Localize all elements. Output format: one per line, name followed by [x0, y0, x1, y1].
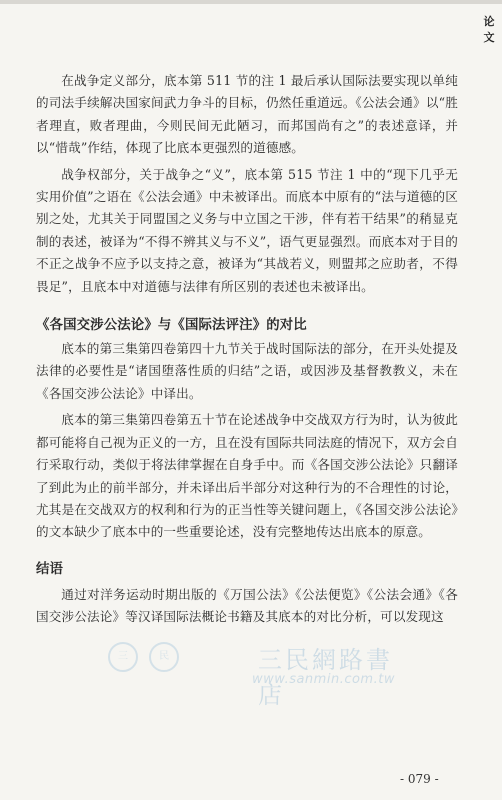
- paragraph: 底本的第三集第四卷第四十九节关于战时国际法的部分，在开头处提及法律的必要性是“诸国堕落性质的归结”之语，或因涉及基督教教义，未在《各国交涉公法论》中译出。: [36, 341, 458, 401]
- section-tab-char-1: 论: [483, 15, 495, 28]
- watermark-url: www.sanmin.com.tw: [252, 672, 395, 687]
- paragraph: 通过对洋务运动时期出版的《万国公法》《公法便览》《公法会通》《各国交涉公法论》等汉译国际法概论书籍及其底本的对比分析，可以发现这: [36, 586, 458, 625]
- section-tab: [482, 14, 496, 46]
- section-heading: 结语: [36, 561, 64, 577]
- article-body: [36, 70, 458, 629]
- section-heading: 《各国交涉公法论》与《国际法评注》的对比: [36, 318, 307, 334]
- header-bar: [0, 0, 502, 4]
- watermark-title: 三民網路書店: [258, 646, 393, 709]
- watermark-logo: [108, 640, 408, 709]
- watermark-circle: 三: [108, 642, 138, 672]
- section-tab-char-2: 文: [483, 31, 495, 44]
- page-number: - 079 -: [400, 772, 439, 786]
- paragraph: 底本的第三集第四卷第五十节在论述战争中交战双方行为时，认为彼此都可能将自己视为正义的一方，且在没有国际共同法庭的情况下，双方会自行采取行动，类似于将法律掌握在自身手中。而《各国交涉公法论》只翻译了到此为止的前半部分，并未译出后半部分对这种行为的不合理性的讨论，尤其是在交战双方的权利和行为的正当性等关键问题上，《各国交涉公法论》的文本缺少了底本中的一些重要论述，没有完整地传达出底本的原意。: [36, 412, 458, 540]
- paragraph: 在战争定义部分，底本第 511 节的注 1 最后承认国际法要实现以单纯的司法手续解决国家间武力争斗的目标，仍然任重道远。《公法会通》以“胜者理直，败者理曲，今则民间无此陋习，而邦国尚有之”的表述意译，并以“惜哉”作结，体现了比底本更强烈的道德感。: [36, 73, 458, 156]
- watermark-circles: [108, 642, 185, 672]
- watermark-circle: 民: [149, 642, 179, 672]
- paragraph: 战争权部分，关于战争之“义”，底本第 515 节注 1 中的“现下几乎无实用价值”之语在《公法会通》中未被译出。而底本中原有的“法与道德的区别之处，尤其关于同盟国之义务与中立国之干涉，伴有若干结果”的稍显克制的表述，被译为“不得不辨其义与不义”，语气更显强烈。而底本对于目的不正之战争不应予以支持之意，被译为“其战若义，则盟邦之应助者，不得畏足”，且底本中对道德与法律有所区别的表述也未被译出。: [36, 166, 458, 294]
